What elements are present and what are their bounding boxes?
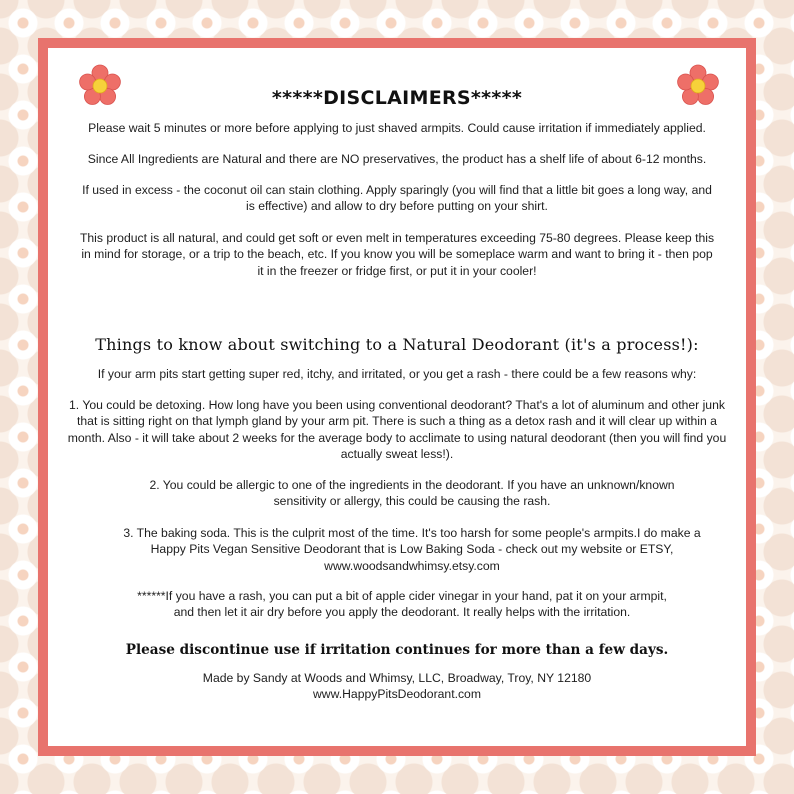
- discontinue-warning: Please discontinue use if irritation continues for more than a few days.: [125, 642, 669, 658]
- reason-baking-soda: 3. The baking soda. This is the culprit most of the time. It's too harsh for some people's armpits.I do make a Happy Pits Vegan Sensitive Deodorant that is Low Baking Soda - check out my website or ETSY, www.woodsandwhimsy.etsy.com: [123, 526, 701, 573]
- disclaimer-melting: This product is all natural, and could get soft or even melt in temperatures exceeding 75-80 degrees. Please keep this in mind for storage, or a trip to the beach, etc. If you know you will be someplace warm and want to bring it - then pop it in the freezer or fridge first, or put it in your cooler!: [79, 231, 715, 278]
- disclaimer-staining: If used in excess - the coconut oil can stain clothing. Apply sparingly (you will find that a little bit goes a long way, and is effective) and allow to dry before putting on your shirt.: [82, 183, 712, 214]
- switching-heading: Things to know about switching to a Natural Deodorant (it's a process!):: [95, 335, 699, 354]
- reason-allergy: 2. You could be allergic to one of the ingredients in the deodorant. If you have an unknown/known sensitivity or allergy, this could be causing the rash.: [149, 478, 675, 509]
- maker-credit: Made by Sandy at Woods and Whimsy, LLC, Broadway, Troy, NY 12180: [202, 671, 592, 685]
- rash-tip: ******If you have a rash, you can put a bit of apple cider vinegar in your hand, pat it on your armpit, and then let it air dry before you apply the deodorant. It really helps with the irritation.: [137, 589, 667, 620]
- border-frame: [38, 38, 756, 756]
- switching-intro: If your arm pits start getting super red, itchy, and irritated, or you get a rash - there could be a few reasons why:: [97, 367, 697, 381]
- page-title: *****DISCLAIMERS*****: [271, 87, 523, 109]
- reason-detoxing: 1. You could be detoxing. How long have you been using conventional deodorant? That's a lot of aluminum and other junk that is sitting right on that lymph gland by your arm pit. There is such a thing as a detox rash and it will clear up within a month. Also - it will take about 2 weeks for the average body to acclimate to using natural deodorant (then you will find you actually sweat less!).: [67, 398, 727, 462]
- disclaimer-panel: [48, 48, 746, 746]
- website-text: www.HappyPitsDeodorant.com: [313, 687, 481, 701]
- disclaimer-shelf-life: Since All Ingredients are Natural and there are NO preservatives, the product has a shelf life of about 6-12 months.: [87, 152, 707, 166]
- disclaimer-shaving: Please wait 5 minutes or more before applying to just shaved armpits. Could cause irritation if immediately applied.: [88, 121, 706, 135]
